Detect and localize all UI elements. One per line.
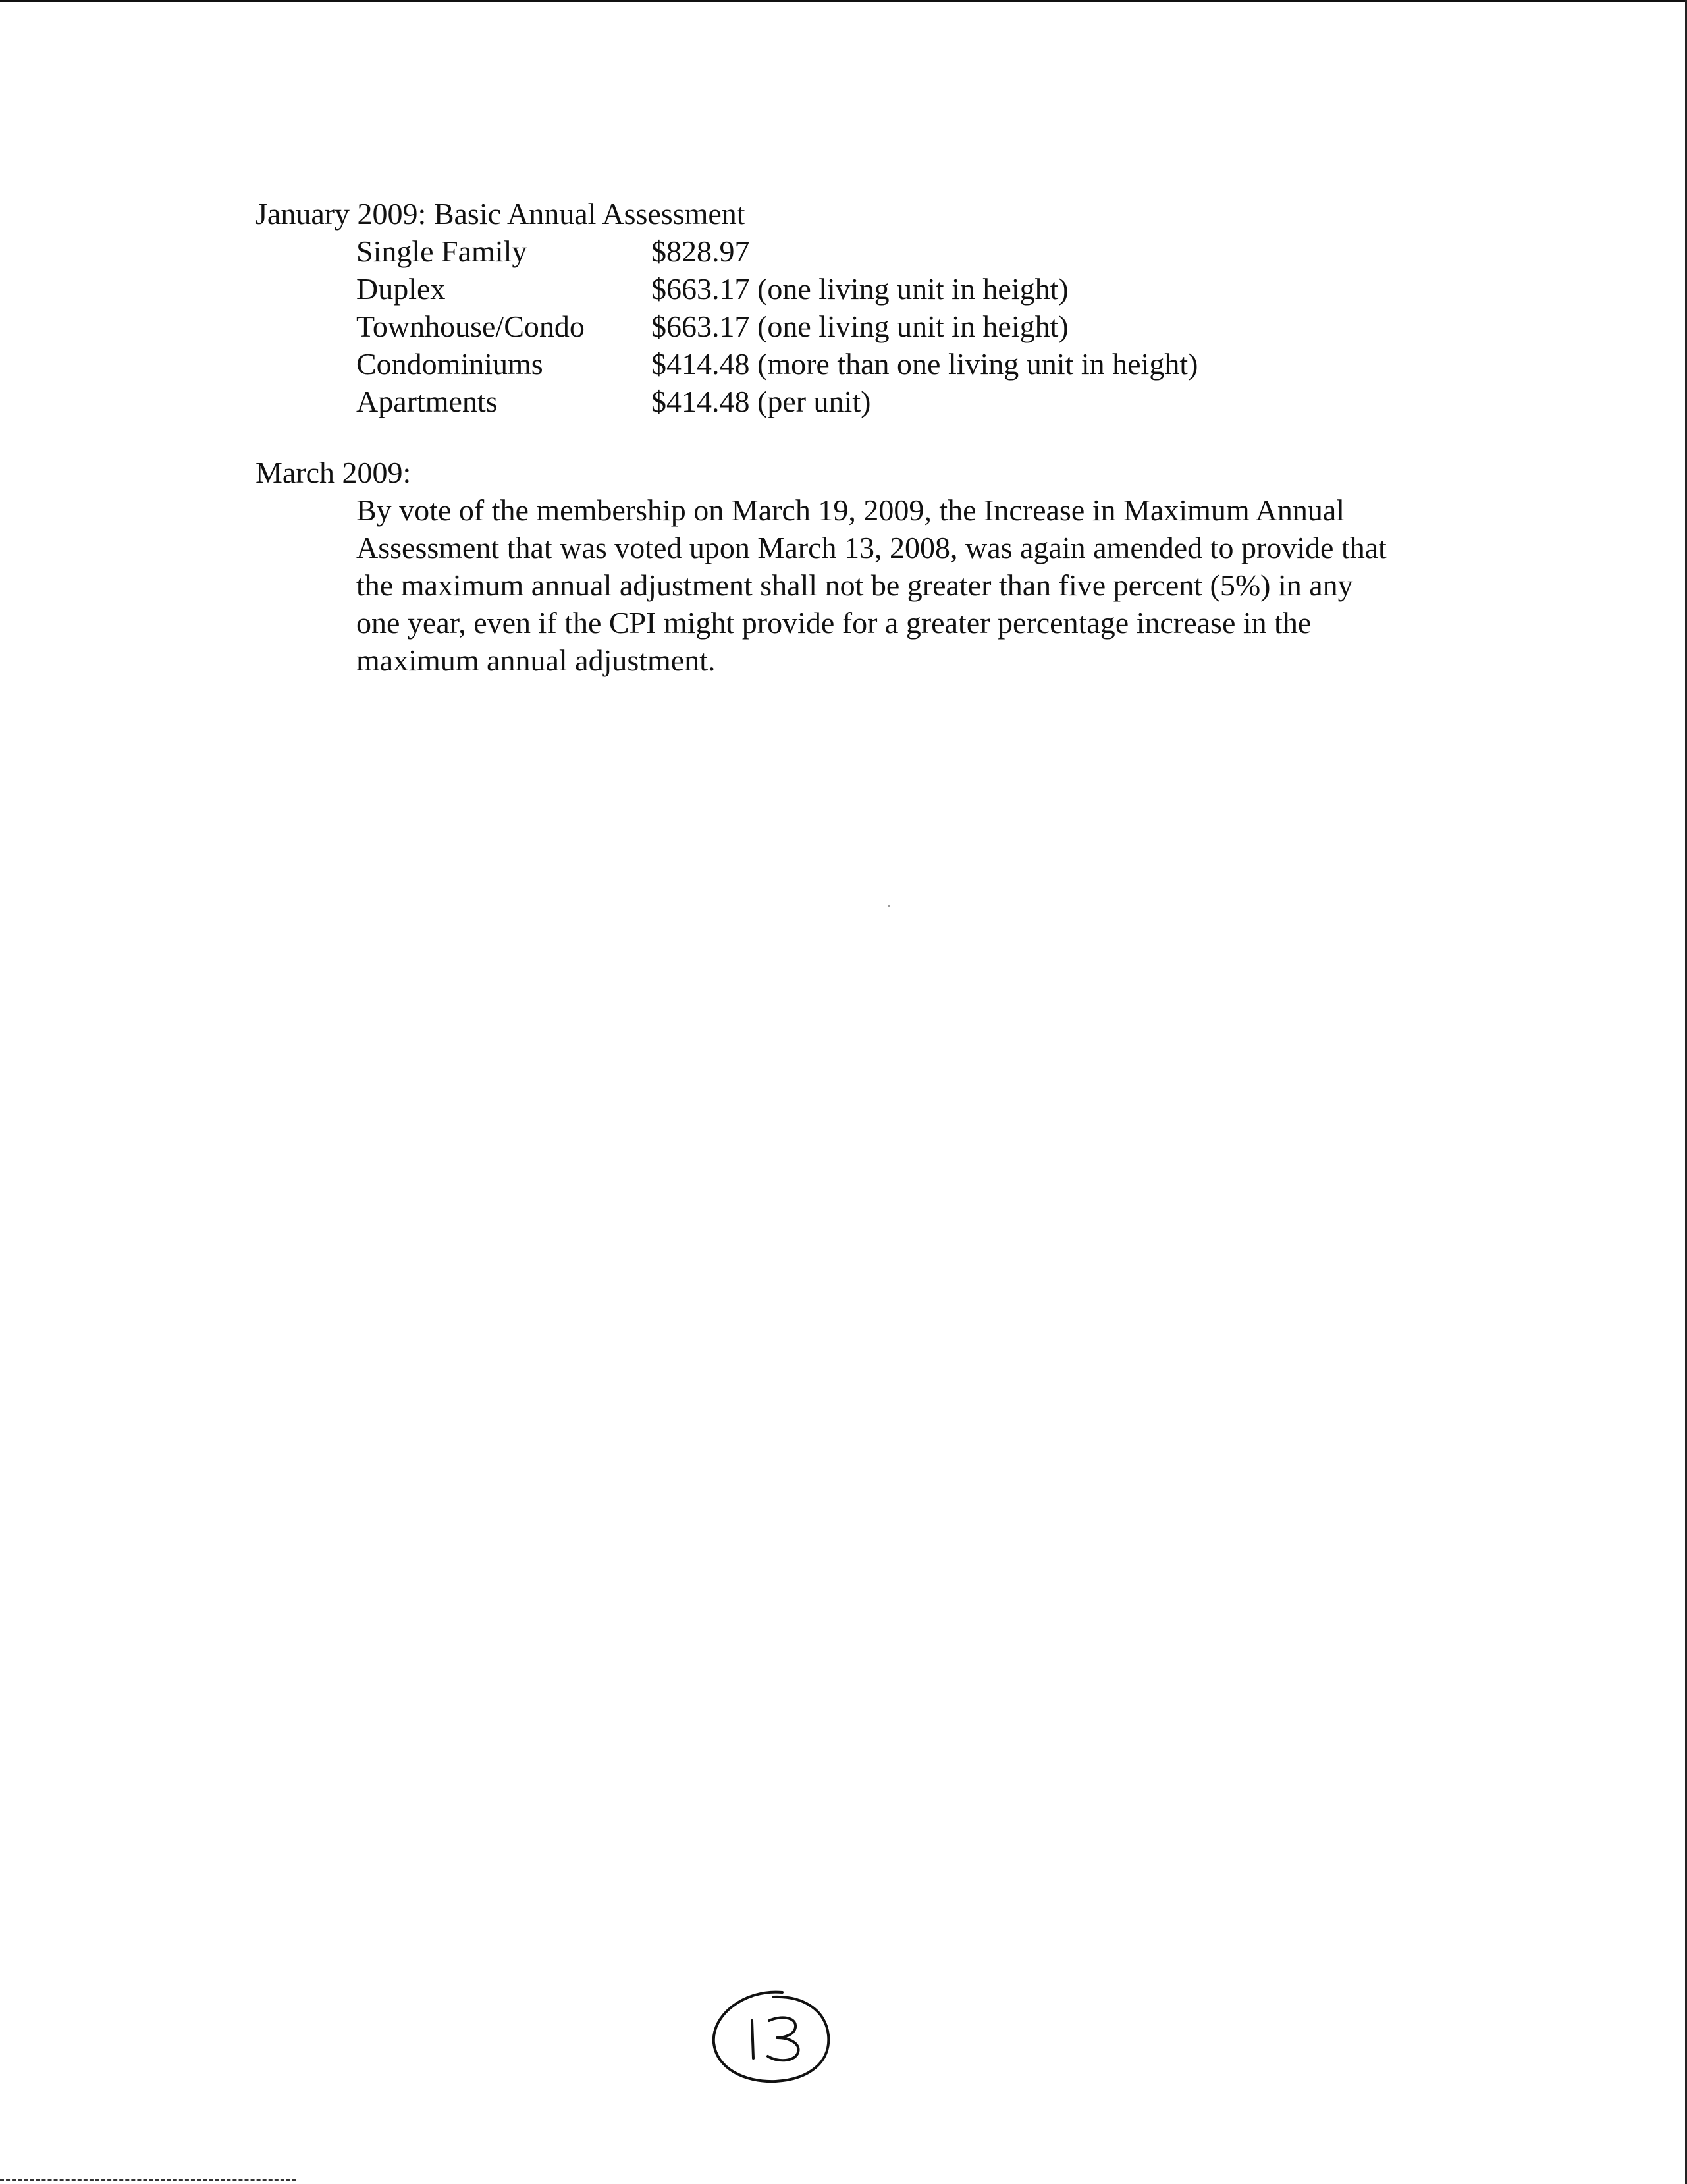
assessment-type-label: Apartments [356, 385, 498, 418]
assessment-row [356, 345, 1198, 383]
scan-edge-bottom [0, 2179, 296, 2181]
assessment-type-label: Duplex [356, 272, 446, 306]
paragraph-line: maximum annual adjustment. [356, 643, 716, 677]
paragraph-line: one year, even if the CPI might provide for a greater percentage increase in the [356, 606, 1312, 640]
amendment-paragraph [356, 491, 1449, 679]
section-heading-january-2009: January 2009: Basic Annual Assessment [255, 197, 745, 231]
scan-edge-top [0, 0, 1687, 2]
paragraph-line: By vote of the membership on March 19, 2009, the Increase in Maximum Annual [356, 493, 1345, 527]
assessment-row [356, 232, 750, 270]
assessment-amount: $828.97 [651, 234, 750, 268]
assessment-row [356, 383, 870, 420]
paragraph-line: the maximum annual adjustment shall not be greater than five percent (5%) in any [356, 568, 1353, 602]
section-heading-march-2009: March 2009: [255, 456, 412, 489]
assessment-amount: $414.48 (per unit) [651, 385, 871, 418]
paragraph-line: Assessment that was voted upon March 13, 2008, was again amended to provide that [356, 531, 1387, 564]
assessment-amount: $663.17 (one living unit in height) [651, 310, 1069, 343]
assessment-type-label: Condominiums [356, 347, 543, 381]
assessment-amount: $414.48 (more than one living unit in height) [651, 347, 1198, 381]
assessment-type-label: Townhouse/Condo [356, 310, 585, 343]
assessment-row [356, 308, 1069, 345]
assessment-type-label: Single Family [356, 234, 527, 268]
assessment-amount: $663.17 (one living unit in height) [651, 272, 1069, 306]
scan-speck [888, 905, 890, 907]
handwritten-page-number [705, 1969, 836, 2101]
assessment-row [356, 270, 1069, 308]
